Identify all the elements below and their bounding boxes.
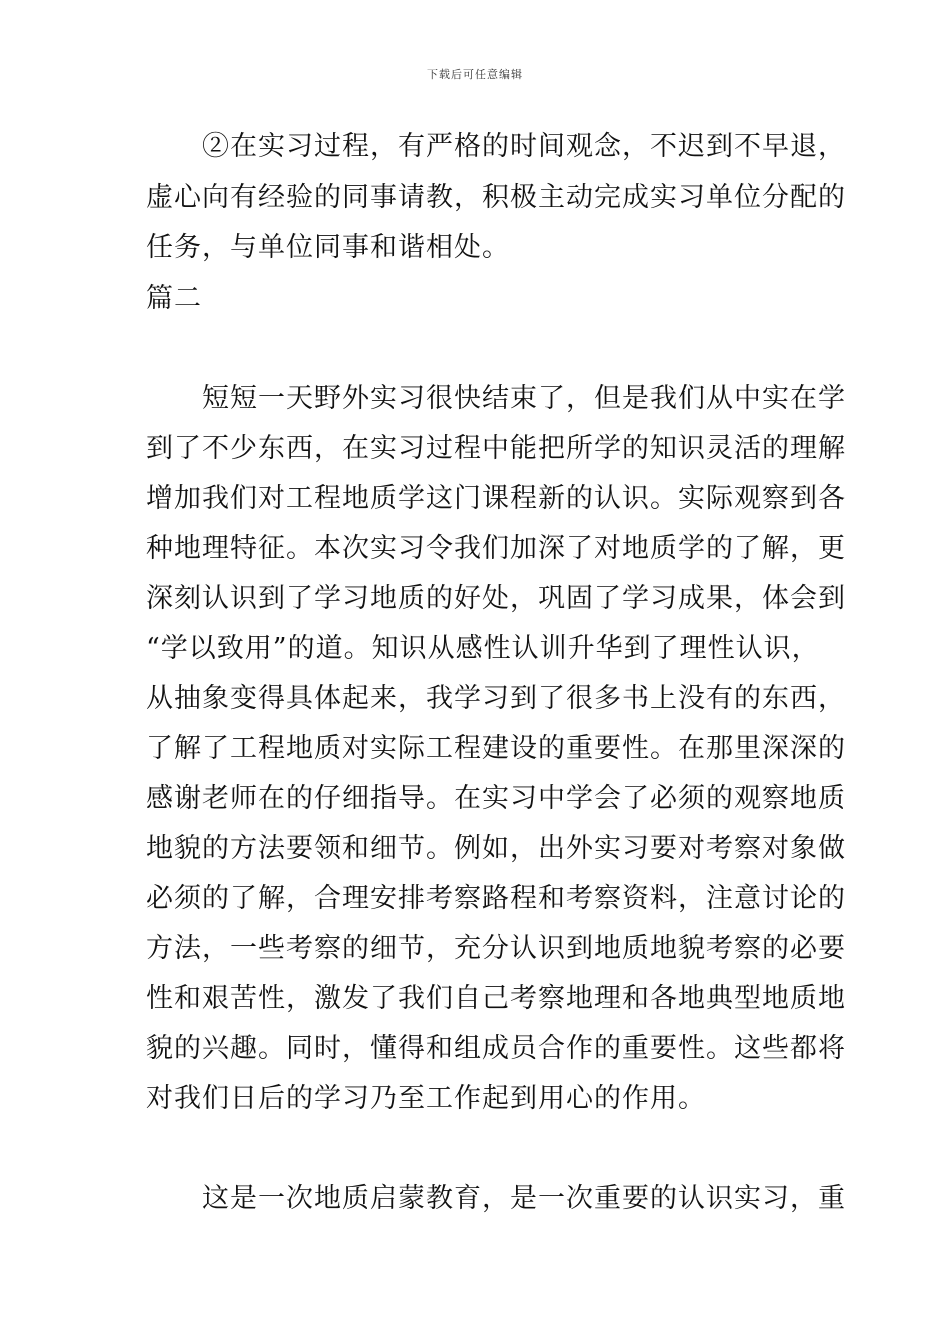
text-line: 到了不少东西，在实习过程中能把所学的知识灵活的理解 xyxy=(146,433,846,464)
text-line: 短短一天野外实习很快结束了，但是我们从中实在学 xyxy=(146,383,846,414)
text-line: 必须的了解，合理安排考察路程和考察资料，注意讨论的 xyxy=(146,883,846,914)
text-line: 貌的兴趣。同时，懂得和组成员合作的重要性。这些都将 xyxy=(146,1033,846,1064)
text-line: 对我们日后的学习乃至工作起到用心的作用。 xyxy=(146,1083,706,1114)
page-header: 下载后可任意编辑 xyxy=(427,68,523,81)
text-line: 性和艰苦性，激发了我们自己考察地理和各地典型地质地 xyxy=(146,983,846,1014)
text-line: 了解了工程地质对实际工程建设的重要性。在那里深深的 xyxy=(146,733,846,764)
text-line: “学以致用”的道。知识从感性认训升华到了理性认识， xyxy=(146,633,820,664)
text-line: 增加我们对工程地质学这门课程新的认识。实际观察到各 xyxy=(146,483,846,514)
text-line: 这是一次地质启蒙教育，是一次重要的认识实习，重 xyxy=(146,1183,846,1214)
text-line: 深刻认识到了学习地质的好处，巩固了学习成果，体会到 xyxy=(146,583,846,614)
text-line: 种地理特征。本次实习令我们加深了对地质学的了解，更 xyxy=(146,533,846,564)
text-line: ②在实习过程，有严格的时间观念，不迟到不早退， xyxy=(146,131,846,162)
text-line: 虚心向有经验的同事请教，积极主动完成实习单位分配的 xyxy=(146,182,846,213)
section-heading: 篇二 xyxy=(146,283,202,314)
text-line: 任务，与单位同事和谐相处。 xyxy=(146,232,510,263)
text-line: 地貌的方法要领和细节。例如，出外实习要对考察对象做 xyxy=(146,833,846,864)
text-line: 方法，一些考察的细节，充分认识到地质地貌考察的必要 xyxy=(146,933,846,964)
text-line: 感谢老师在的仔细指导。在实习中学会了必须的观察地质 xyxy=(146,783,846,814)
text-line: 从抽象变得具体起来，我学习到了很多书上没有的东西， xyxy=(146,683,846,714)
